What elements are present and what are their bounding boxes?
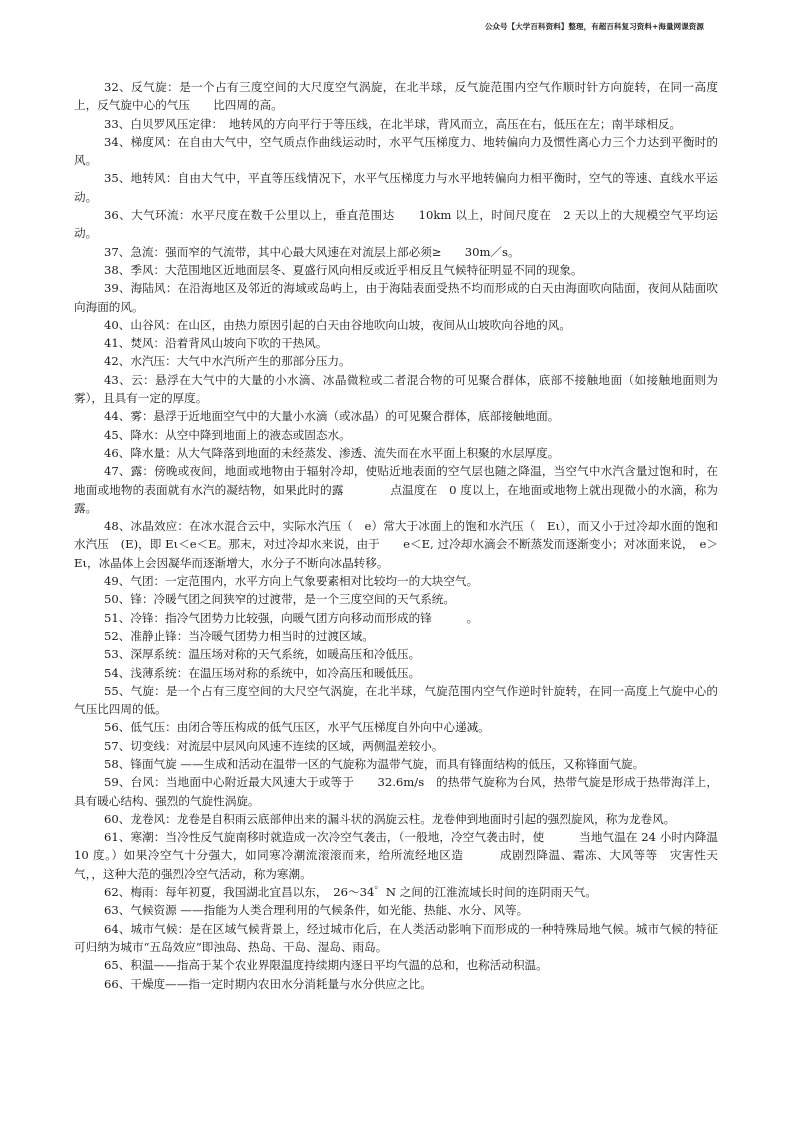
entry-48: 48、冰晶效应：在冰水混合云中，实际水汽压（ e）常大于冰面上的饱和水汽压（ Eι），而又小于过冷却水面的饱和水汽压 (E)，即 Eι＜e＜E。那末，对过冷却水来说，由于 e＜E, 过冷却水滴会不断蒸发而逐渐变小；对冰面来说， e＞Eι，冰晶体上会因凝华而逐渐增大，水分子不断向冰晶转移。 [74,519,718,570]
entry-42: 42、水汽压：大气中水汽所产生的那部分压力。 [104,354,351,369]
entry-33: 33、白贝罗风压定律： 地转风的方向平行于等压线，在北半球，背风而立，高压在右，低压在左；南半球相反。 [104,116,682,131]
entry-57: 57、切变线：对流层中层风向风速不连续的区域，两侧温差较小。 [104,738,444,753]
entry-44: 44、雾：悬浮于近地面空气中的大量小水滴（或冰晶）的可见聚合群体，底部接触地面。 [104,409,560,424]
entry-53: 53、深厚系统：温压场对称的天气系统，如暖高压和冷低压。 [104,647,421,662]
entry-56: 56、低气压：由闭合等压构成的低气压区，水平气压梯度自外向中心递减。 [104,720,490,735]
entry-37: 37、急流：强而窄的气流带，其中心最大风速在对流层上部必须≥ 30m／s。 [104,244,520,259]
header-note: 公众号【大学百科资料】整理，有超百科复习资料+海量网课资源 [484,22,704,31]
entry-39: 39、海陆风：在沿海地区及邻近的海域或岛屿上，由于海陆表面受热不均而形成的白天由海面吹向陆面，夜间从陆面吹向海面的风。 [74,281,718,314]
glossary-content [74,78,730,993]
entry-55: 55、气旋：是一个占有三度空间的大尺空气涡旋，在北半球，气旋范围内空气作逆时针旋转，在同一高度上气旋中心的气压比四周的低。 [74,683,718,717]
entry-66: 66、干燥度——指一定时期内农田水分消耗量与水分供应之比。 [104,976,432,991]
entry-36: 36、大气环流：水平尺度在数千公里以上，垂直范围达 10km 以上，时间尺度在 2 天以上的大规模空气平均运动。 [74,208,718,241]
entry-49: 49、气团：一定范围内，水平方向上气象要素相对比较均一的大块空气。 [104,574,479,589]
entry-59: 59、台风：当地面中心附近最大风速大于或等于 32.6m/s 的热带气旋称为台风，热带气旋是形成于热带海洋上，具有暖心结构、强烈的气旋性涡旋。 [74,775,718,808]
entry-45: 45、降水：从空中降到地面上的液态或固态水。 [104,427,351,442]
entry-58: 58、锋面气旋 ——生成和活动在温带一区的气旋称为温带气旋，而具有锋面结构的低压，又称锋面气旋。 [104,756,645,771]
entry-40: 40、山谷风：在山区，由热力原因引起的白天由谷地吹向山坡，夜间从山坡吹向谷地的风。 [104,317,571,332]
entry-52: 52、准静止锋：当冷暖气团势力相当时的过渡区域。 [104,628,374,643]
entry-32: 32、反气旋：是一个占有三度空间的大尺度空气涡旋，在北半球，反气旋范围内空气作顺时针方向旋转，在同一高度上，反气旋中心的气压 比四周的高。 [74,80,718,113]
entry-60: 60、龙卷风：龙卷是自积雨云底部伸出来的漏斗状的涡旋云柱。龙卷伸到地面时引起的强烈旋风，称为龙卷风。 [104,811,676,826]
entry-50: 50、锋：冷暖气团之间狭窄的过渡带，是一个三度空间的天气系统。 [104,592,455,607]
entry-63: 63、气候资源 ——指能为人类合理利用的气候条件，如光能、热能、水分、风等。 [104,903,529,918]
entry-54: 54、浅薄系统：在温压场对称的系统中，如冷高压和暖低压。 [104,665,421,680]
entry-43: 43、云：悬浮在大气中的大量的小水滴、冰晶微粒或二者混合物的可见聚合群体，底部不接触地面（如接触地面则为雾），且具有一定的厚度。 [74,372,718,406]
entry-38: 38、季风：大范围地区近地面层冬、夏盛行风向相反或近乎相反且气候特征明显不同的现象。 [104,262,583,277]
entry-64: 64、城市气候：是在区域气候背景上，经过城市化后，在人类活动影响下而形成的一种特殊局地气候。城市气候的特征可归纳为城市“五岛效应”即浊岛、热岛、干岛、湿岛、雨岛。 [74,921,718,954]
entry-41: 41、焚风：沿着背风山坡向下吹的干热风。 [104,336,328,351]
entry-51: 51、冷锋：指冷气团势力比较强，向暖气团方向移动而形成的锋 。 [104,610,479,625]
entry-61: 61、寒潮：当冷性反气旋南移时就造成一次冷空气袭击，（一般地，冷空气袭击时，使 当地气温在 24 小时内降温 10 度。）如果冷空气十分强大，如同寒冷潮流滚滚而来，给所流经地区造 成剧烈降温、霜冻、大风等等 灾害性天气，，这种大范的强烈冷空气活动，称为寒潮。 [74,830,730,881]
entry-35: 35、地转风：自由大气中，平直等压线情况下，水平气压梯度力与水平地转偏向力相平衡时，空气的等速、直线水平运动。 [74,171,718,204]
entry-65: 65、积温——指高于某个农业界限温度持续期内逐日平均气温的总和，也称活动积温。 [104,958,548,973]
entry-46: 46、降水量：从大气降落到地面的未经蒸发、渗透、流失而在水平面上积聚的水层厚度。 [104,445,560,460]
entry-34: 34、梯度风：在自由大气中，空气质点作曲线运动时，水平气压梯度力、地转偏向力及惯性离心力三个力达到平衡时的风。 [74,134,718,168]
entry-47: 47、露：傍晚或夜间，地面或地物由于辐射冷却，使贴近地表面的空气层也随之降温，当空气中水汽含量过饱和时，在地面或地物的表面就有水汽的凝结物，如果此时的露 点温度在 0 度以上，在地面或地物上就出现微小的水滴，称为露。 [74,464,718,515]
entry-62: 62、梅雨：每年初夏，我国湖北宜昌以东， 26～34゜N 之间的江淮流域长时间的连阴雨天气。 [104,885,597,900]
